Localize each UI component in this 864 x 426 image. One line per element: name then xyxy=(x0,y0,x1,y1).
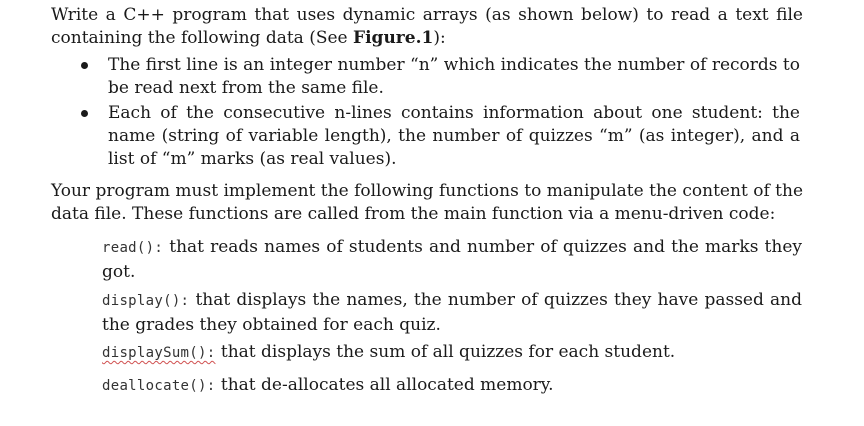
function-name: display(): xyxy=(102,293,190,309)
intro-text-end: ): xyxy=(433,28,446,48)
function-item-displaysum xyxy=(102,340,802,365)
function-description: that de-allocates all allocated memory. xyxy=(220,375,554,395)
requirements-paragraph: Your program must implement the following functions to manipulate the content of the data file. These functions are called from the main function via a menu-driven code: xyxy=(51,181,803,224)
figure-reference: Figure.1 xyxy=(353,28,434,48)
bullet-item xyxy=(108,102,800,171)
function-name: displaySum(): xyxy=(102,345,216,361)
function-description: that displays the sum of all quizzes for each student. xyxy=(220,342,676,362)
bullet-text: The first line is an integer number “n” which indicates the number of records to be read next from the same file. xyxy=(108,55,800,98)
function-name: deallocate(): xyxy=(102,378,216,394)
intro-text: Write a C++ program that uses dynamic arrays (as shown below) to read a text file containing the following data (See xyxy=(51,5,803,48)
intro-paragraph xyxy=(51,4,803,50)
function-name: read(): xyxy=(102,240,164,256)
bullet-text: Each of the consecutive n-lines contains information about one student: the name (string of variable length), the number of quizzes “m” (as integer), and a list of “m” marks (as real values). xyxy=(108,103,800,169)
bullet-dot-icon xyxy=(81,62,88,69)
bullet-item xyxy=(108,54,800,100)
function-item-display xyxy=(102,288,802,337)
function-item-read xyxy=(102,235,802,284)
function-description: that reads names of students and number of quizzes and the marks they got. xyxy=(102,237,802,282)
function-item-deallocate xyxy=(102,373,802,398)
bullet-dot-icon xyxy=(81,110,88,117)
function-description: that displays the names, the number of quizzes they have passed and the grades they obtained for each quiz. xyxy=(102,290,802,335)
